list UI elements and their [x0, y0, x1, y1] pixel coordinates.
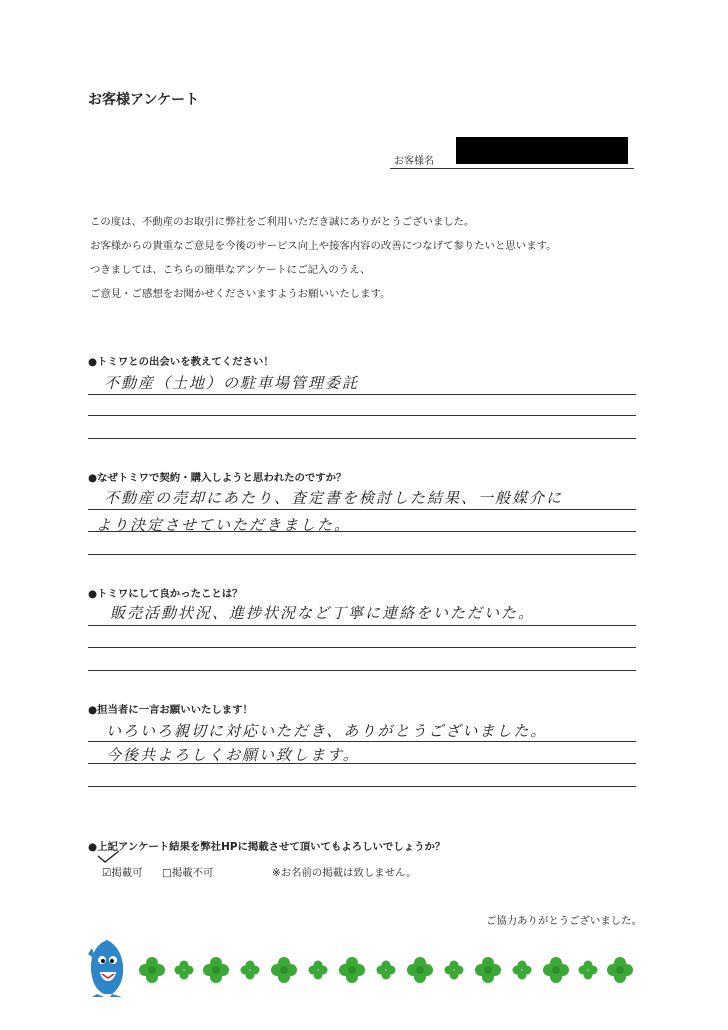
- intro-text: [90, 210, 557, 306]
- clover-icon: [475, 957, 501, 983]
- clover-icon: [139, 957, 165, 983]
- intro-line: この度は、不動産のお取引に弊社をご利用いただき誠にありがとうございました。: [90, 216, 475, 228]
- answer-line: [88, 625, 636, 626]
- clover-icon: [607, 957, 633, 983]
- answer-line: [88, 786, 636, 787]
- clover-icon: [579, 961, 598, 980]
- question-message: ●担当者に一言お願いいたします！: [88, 704, 253, 716]
- answer-line: [88, 415, 636, 416]
- clover-icon: [445, 961, 464, 980]
- clover-icon: [407, 957, 433, 983]
- redacted-customer-name: [456, 137, 628, 164]
- clover-icon: [271, 957, 297, 983]
- handwritten-answer: いろいろ親切に対応いただき、ありがとうございました。: [106, 722, 548, 740]
- closing-message: ご協力ありがとうございました。: [486, 915, 642, 927]
- question-encounter: ●トミワとの出会いを教えてください！: [88, 356, 274, 368]
- clover-icon: [339, 957, 365, 983]
- answer-line: [88, 647, 636, 648]
- clover-icon: [377, 961, 396, 980]
- answer-line: [88, 741, 636, 742]
- handwritten-answer: より決定させていただきました。: [96, 516, 352, 534]
- question-consent: ●上記アンケート結果を弊社HPに掲載させて頂いてもよろしいでしょうか？: [88, 841, 446, 853]
- answer-line: [88, 554, 636, 555]
- answer-line: [88, 670, 636, 671]
- answer-line: [88, 509, 636, 510]
- handwritten-answer: 今後共よろしくお願い致します。: [106, 746, 360, 764]
- clover-icon: [203, 957, 229, 983]
- customer-name-underline: [390, 168, 634, 169]
- clover-icon: [309, 961, 328, 980]
- handwritten-answer: 不動産（土地）の駐車場管理委託: [104, 374, 360, 392]
- clover-border: [136, 950, 636, 990]
- question-reason: ●なぜトミワで契約・購入しようと思われたのですか？: [88, 472, 347, 484]
- clover-icon: [241, 961, 260, 980]
- clover-icon: [543, 957, 569, 983]
- question-good-points: ●トミワにして良かったことは？: [88, 588, 243, 600]
- answer-line: [88, 438, 636, 439]
- handwritten-answer: 販売活動状況、進捗状況など丁寧に連絡をいただいた。: [110, 604, 536, 622]
- option-publish-ng[interactable]: □掲載不可: [162, 867, 214, 879]
- intro-line: お客様からの貴重なご意見を今後のサービス向上や接客内容の改善につなげて参りたいと思います。: [90, 240, 557, 252]
- option-publish-ok[interactable]: ☑掲載可: [102, 867, 143, 879]
- shark-mascot-icon: [82, 938, 132, 998]
- consent-note: ※お名前の掲載は致しません。: [272, 867, 417, 879]
- customer-name-label: お客様名: [394, 156, 434, 167]
- clover-icon: [513, 961, 532, 980]
- answer-line: [88, 394, 636, 395]
- intro-line: つきましては、こちらの簡単なアンケートにご記入のうえ、: [90, 264, 371, 276]
- handwritten-answer: 不動産の売却にあたり、査定書を検討した結果、一般媒介に: [104, 489, 564, 507]
- checkmark-icon: [96, 850, 122, 864]
- page-title: お客様アンケート: [88, 92, 200, 108]
- clover-icon: [175, 961, 194, 980]
- intro-line: ご意見・ご感想をお聞かせくださいますようお願いいたします。: [90, 288, 391, 300]
